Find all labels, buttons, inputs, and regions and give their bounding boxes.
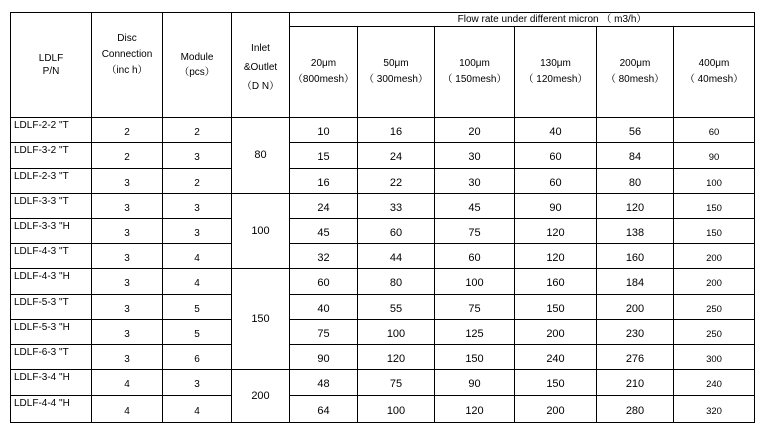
flow-rate-spec-table: [10, 12, 755, 423]
micron-400-value: 400μm: [698, 58, 730, 69]
header-inlet-line-3: （D N）: [241, 81, 280, 92]
module-value: 6: [163, 345, 232, 370]
flow-130: 120: [515, 219, 597, 244]
header-micron-20: [290, 27, 358, 118]
micron-130-value: 130μm: [540, 58, 571, 69]
table-row: [11, 169, 755, 194]
micron-50-value: 50μm: [383, 58, 409, 69]
micron-200-mesh: （ 80mesh）: [605, 74, 665, 85]
disc-connection-value: 3: [92, 194, 163, 219]
flow-100: 125: [435, 320, 515, 345]
flow-100: 45: [435, 194, 515, 219]
flow-200: 280: [597, 396, 674, 423]
flow-200: 230: [597, 320, 674, 345]
header-module-line-1: Module: [180, 52, 214, 63]
flow-50: 60: [358, 219, 435, 244]
flow-200: 56: [597, 118, 674, 143]
table-row: [11, 219, 755, 244]
header-inlet-outlet: [232, 13, 290, 118]
flow-100: 20: [435, 118, 515, 143]
part-number: LDLF-3-2 "T: [11, 143, 92, 169]
header-disc-connection: [92, 13, 163, 118]
flow-200: 160: [597, 244, 674, 269]
table-row: [11, 370, 755, 396]
table-row: [11, 345, 755, 370]
micron-200-value: 200μm: [619, 58, 651, 69]
header-micron-100: [435, 27, 515, 118]
header-module: [163, 13, 232, 118]
flow-200: 200: [597, 295, 674, 320]
part-number: LDLF-3-3 "T: [11, 194, 92, 219]
part-number: LDLF-2-2 "T: [11, 118, 92, 143]
micron-400-mesh: （ 40mesh）: [684, 74, 744, 85]
table-row: [11, 320, 755, 345]
table-row: [11, 269, 755, 295]
flow-50: 24: [358, 143, 435, 169]
table-row: [11, 143, 755, 169]
flow-50: 100: [358, 396, 435, 423]
disc-connection-value: 3: [92, 244, 163, 269]
disc-connection-value: 3: [92, 295, 163, 320]
flow-50: 100: [358, 320, 435, 345]
module-value: 2: [163, 118, 232, 143]
micron-50-mesh: （ 300mesh）: [364, 74, 428, 85]
flow-50: 55: [358, 295, 435, 320]
header-disc-line-3: （inc h）: [106, 65, 148, 76]
flow-130: 90: [515, 194, 597, 219]
flow-100: 30: [435, 169, 515, 194]
disc-connection-value: 3: [92, 169, 163, 194]
module-value: 3: [163, 219, 232, 244]
flow-130: 200: [515, 320, 597, 345]
header-inlet-line-1: Inlet: [251, 43, 270, 54]
flow-200: 138: [597, 219, 674, 244]
table-row: [11, 118, 755, 143]
flow-50: 75: [358, 370, 435, 396]
part-number: LDLF-4-3 "T: [11, 244, 92, 269]
module-value: 3: [163, 143, 232, 169]
flow-400: 250: [674, 320, 755, 345]
flow-100: 30: [435, 143, 515, 169]
flow-20: 90: [290, 345, 358, 370]
disc-connection-value: 4: [92, 370, 163, 396]
part-number: LDLF-4-3 "H: [11, 269, 92, 295]
flow-400: 60: [674, 118, 755, 143]
flow-200: 84: [597, 143, 674, 169]
header-micron-50: [358, 27, 435, 118]
header-pn-line-2: P/N: [42, 66, 60, 77]
module-value: 3: [163, 370, 232, 396]
flow-130: 60: [515, 169, 597, 194]
module-value: 4: [163, 244, 232, 269]
part-number: LDLF-4-4 "H: [11, 396, 92, 423]
flow-130: 120: [515, 244, 597, 269]
flow-400: 300: [674, 345, 755, 370]
flow-400: 250: [674, 295, 755, 320]
flow-20: 60: [290, 269, 358, 295]
flow-20: 15: [290, 143, 358, 169]
flow-100: 90: [435, 370, 515, 396]
flow-400: 150: [674, 219, 755, 244]
header-micron-200: [597, 27, 674, 118]
part-number: LDLF-2-3 "T: [11, 169, 92, 194]
micron-20-mesh: （800mesh）: [292, 74, 355, 85]
part-number: LDLF-5-3 "H: [11, 320, 92, 345]
flow-50: 44: [358, 244, 435, 269]
part-number: LDLF-6-3 "T: [11, 345, 92, 370]
flow-20: 24: [290, 194, 358, 219]
flow-400: 200: [674, 269, 755, 295]
flow-20: 40: [290, 295, 358, 320]
flow-400: 150: [674, 194, 755, 219]
header-micron-130: [515, 27, 597, 118]
flow-100: 150: [435, 345, 515, 370]
flow-100: 75: [435, 295, 515, 320]
part-number: LDLF-3-4 "H: [11, 370, 92, 396]
table-row: [11, 244, 755, 269]
disc-connection-value: 3: [92, 345, 163, 370]
disc-connection-value: 4: [92, 396, 163, 423]
inlet-outlet-value: 200: [232, 370, 290, 423]
flow-100: 75: [435, 219, 515, 244]
header-micron-400: [674, 27, 755, 118]
header-inlet-line-2: &Outlet: [243, 62, 278, 73]
flow-200: 276: [597, 345, 674, 370]
micron-130-mesh: （ 120mesh）: [523, 74, 588, 85]
module-value: 4: [163, 396, 232, 423]
module-value: 5: [163, 295, 232, 320]
inlet-outlet-value: 150: [232, 269, 290, 370]
flow-130: 240: [515, 345, 597, 370]
spec-table-wrapper: [10, 12, 755, 423]
header-pn: [11, 13, 92, 118]
flow-400: 200: [674, 244, 755, 269]
micron-100-value: 100μm: [459, 58, 490, 69]
flow-400: 240: [674, 370, 755, 396]
flow-20: 32: [290, 244, 358, 269]
disc-connection-value: 3: [92, 219, 163, 244]
part-number: LDLF-5-3 "T: [11, 295, 92, 320]
module-value: 4: [163, 269, 232, 295]
flow-130: 160: [515, 269, 597, 295]
table-row: [11, 194, 755, 219]
flow-20: 75: [290, 320, 358, 345]
flow-130: 150: [515, 295, 597, 320]
disc-connection-value: 2: [92, 143, 163, 169]
flow-20: 45: [290, 219, 358, 244]
flow-100: 100: [435, 269, 515, 295]
header-pn-line-1: LDLF: [38, 53, 64, 64]
disc-connection-value: 2: [92, 118, 163, 143]
flow-20: 10: [290, 118, 358, 143]
flow-200: 80: [597, 169, 674, 194]
table-row: [11, 295, 755, 320]
header-flow-rate-title: Flow rate under different micron （ m3/h）: [290, 13, 755, 27]
flow-130: 40: [515, 118, 597, 143]
flow-20: 16: [290, 169, 358, 194]
module-value: 5: [163, 320, 232, 345]
flow-200: 210: [597, 370, 674, 396]
inlet-outlet-value: 80: [232, 118, 290, 194]
module-value: 2: [163, 169, 232, 194]
part-number: LDLF-3-3 "H: [11, 219, 92, 244]
micron-100-mesh: （ 150mesh）: [442, 74, 507, 85]
flow-100: 60: [435, 244, 515, 269]
flow-200: 120: [597, 194, 674, 219]
flow-400: 320: [674, 396, 755, 423]
flow-50: 80: [358, 269, 435, 295]
disc-connection-value: 3: [92, 269, 163, 295]
module-value: 3: [163, 194, 232, 219]
flow-100: 120: [435, 396, 515, 423]
flow-20: 48: [290, 370, 358, 396]
disc-connection-value: 3: [92, 320, 163, 345]
header-disc-line-2: Connection: [101, 49, 153, 60]
flow-50: 33: [358, 194, 435, 219]
flow-50: 22: [358, 169, 435, 194]
flow-130: 200: [515, 396, 597, 423]
header-disc-line-1: Disc: [117, 33, 137, 44]
inlet-outlet-value: 100: [232, 194, 290, 269]
table-row: [11, 396, 755, 423]
flow-200: 184: [597, 269, 674, 295]
flow-400: 100: [674, 169, 755, 194]
flow-130: 60: [515, 143, 597, 169]
flow-50: 120: [358, 345, 435, 370]
flow-20: 64: [290, 396, 358, 423]
flow-50: 16: [358, 118, 435, 143]
micron-20-value: 20μm: [310, 58, 337, 69]
flow-400: 90: [674, 143, 755, 169]
flow-130: 150: [515, 370, 597, 396]
header-module-line-2: （pcs）: [179, 67, 215, 78]
